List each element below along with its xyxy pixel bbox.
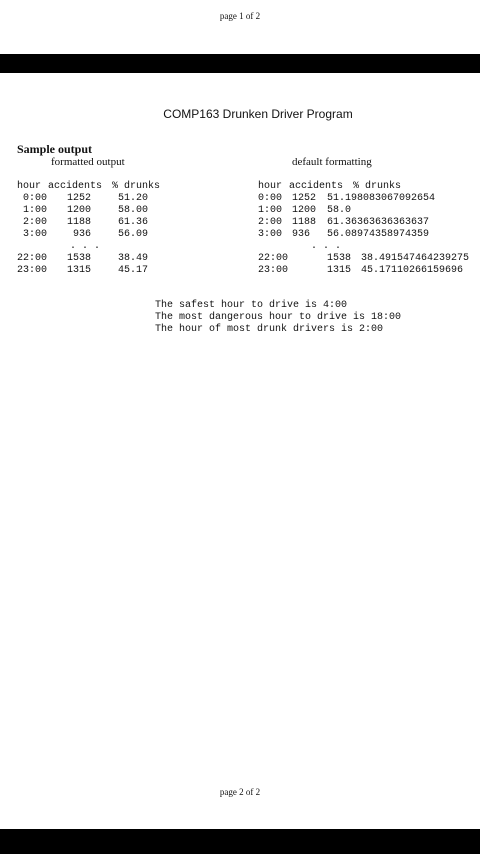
accidents-cell: 1315 [67,265,92,276]
hour-cell: 0:00 [23,193,48,204]
table-row [17,265,149,277]
hour-cell: 22:00 [17,253,48,264]
most-drunk-hour-line: The hour of most drunk drivers is 2:00 [155,324,384,335]
accidents-cell: 1315 [327,265,352,276]
ellipsis: . . . [70,241,101,252]
accidents-cell: 1200 [292,205,317,216]
accidents-cell: 1538 [67,253,92,264]
safest-hour-line: The safest hour to drive is 4:00 [155,300,348,311]
accidents-cell: 936 [292,229,311,240]
table-row [17,229,149,241]
table-row [258,265,464,277]
hour-cell: 22:00 [258,253,289,264]
accidents-cell: 1200 [67,205,92,216]
table-row [17,253,149,265]
accidents-cell: 1538 [327,253,352,264]
table-row [258,217,430,229]
ellipsis-row [17,241,101,253]
table-row [258,253,470,265]
table-row [258,229,430,241]
most-dangerous-hour-line: The most dangerous hour to drive is 18:00 [155,312,402,323]
accidents-cell: 936 [73,229,92,240]
drunks-cell: 58.00 [118,205,149,216]
drunks-cell: 56.08974358974359 [327,229,430,240]
accidents-column-header: accidents [48,181,103,192]
hour-cell: 2:00 [258,217,283,228]
ellipsis: . . . [311,241,342,252]
accidents-cell: 1188 [67,217,92,228]
drunks-column-header: % drunks [353,181,402,192]
table-header-row [258,181,402,193]
section-heading: Sample output [17,142,93,156]
drunks-cell: 51.198083067092654 [327,193,436,204]
table-row [258,205,352,217]
drunks-column-header: % drunks [112,181,161,192]
formatted-output-table [17,181,161,277]
default-formatting-table [258,181,470,277]
hour-cell: 3:00 [258,229,283,240]
hour-column-header: hour [258,181,283,192]
hour-cell: 23:00 [17,265,48,276]
drunks-cell: 45.17110266159696 [361,265,464,276]
accidents-cell: 1188 [292,217,317,228]
hour-cell: 0:00 [258,193,283,204]
ellipsis-row [258,241,342,253]
drunks-cell: 56.09 [118,229,149,240]
table-row [17,205,149,217]
drunks-cell: 45.17 [118,265,149,276]
drunks-cell: 61.36 [118,217,149,228]
hour-cell: 23:00 [258,265,289,276]
table-header-row [17,181,161,193]
hour-cell: 2:00 [23,217,48,228]
formatted-output-heading: formatted output [51,156,125,168]
page-separator-bar [0,829,480,854]
page-separator-bar [0,54,480,73]
document-title: COMP163 Drunken Driver Program [163,107,353,121]
page-label-top: page 1 of 2 [219,11,261,21]
hour-cell: 3:00 [23,229,48,240]
hour-column-header: hour [17,181,42,192]
summary-output [155,300,401,336]
table-row [258,193,436,205]
hour-cell: 1:00 [23,205,48,216]
hour-cell: 1:00 [258,205,283,216]
table-row [17,217,149,229]
drunks-cell: 61.36363636363637 [327,217,430,228]
drunks-cell: 58.0 [327,205,352,216]
page-label-bottom: page 2 of 2 [219,787,261,797]
accidents-cell: 1252 [292,193,317,204]
accidents-column-header: accidents [289,181,344,192]
drunks-cell: 38.491547464239275 [361,253,470,264]
accidents-cell: 1252 [67,193,92,204]
default-formatting-heading: default formatting [292,156,372,168]
drunks-cell: 51.20 [118,193,149,204]
table-row [17,193,149,205]
drunks-cell: 38.49 [118,253,149,264]
